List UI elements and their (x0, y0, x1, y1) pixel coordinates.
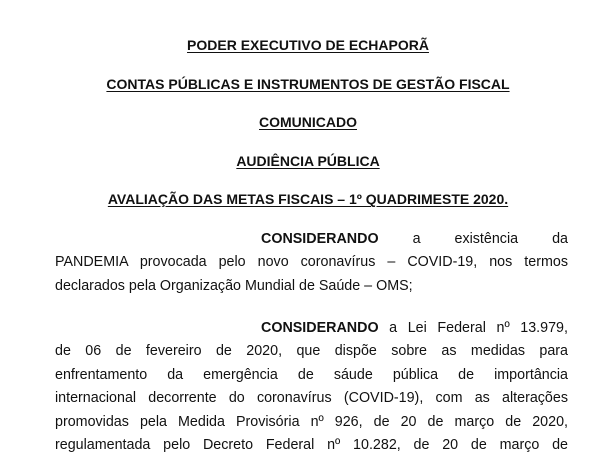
paragraph-considerando-pandemia (55, 228, 568, 298)
paragraph-line: promovidas pela Medida Provisória nº 926, de 20 de março de 2020, (55, 413, 568, 430)
paragraph-line (55, 317, 568, 340)
paragraph-line: declarados pela Organização Mundial de Saúde – OMS; (55, 277, 413, 294)
paragraph-text: a existência da (412, 231, 568, 247)
paragraph-line: internacional decorrente do coronavírus (COVID-19), com as alterações (55, 390, 568, 407)
paragraph-line: de 06 de fevereiro de 2020, que dispõe sobre as medidas para (55, 343, 568, 360)
heading-audiencia-publica: AUDIÊNCIA PÚBLICA (236, 153, 380, 169)
paragraph-line: PANDEMIA provocada pelo novo coronavírus – COVID-19, nos termos (55, 254, 568, 271)
paragraph-line: regulamentada pelo Decreto Federal nº 10.282, de 20 de março de (55, 437, 568, 454)
heading-avaliacao-metas: AVALIAÇÃO DAS METAS FISCAIS – 1º QUADRIMESTE 2020. (107, 191, 509, 207)
considerando-lead: CONSIDERANDO (261, 231, 379, 247)
heading-comunicado: COMUNICADO (259, 114, 357, 130)
paragraph-line (55, 228, 568, 251)
heading-public-accounts: CONTAS PÚBLICAS E INSTRUMENTOS DE GESTÃO FISCAL (106, 76, 510, 92)
heading-municipality: PODER EXECUTIVO DE ECHAPORÃ (187, 37, 429, 53)
considerando-lead: CONSIDERANDO (261, 320, 379, 336)
paragraph-line: enfrentamento da emergência de sáude pública de importância (55, 366, 568, 383)
paragraph-considerando-lei (55, 317, 568, 457)
paragraph-text: a Lei Federal nº 13.979, (389, 320, 568, 336)
